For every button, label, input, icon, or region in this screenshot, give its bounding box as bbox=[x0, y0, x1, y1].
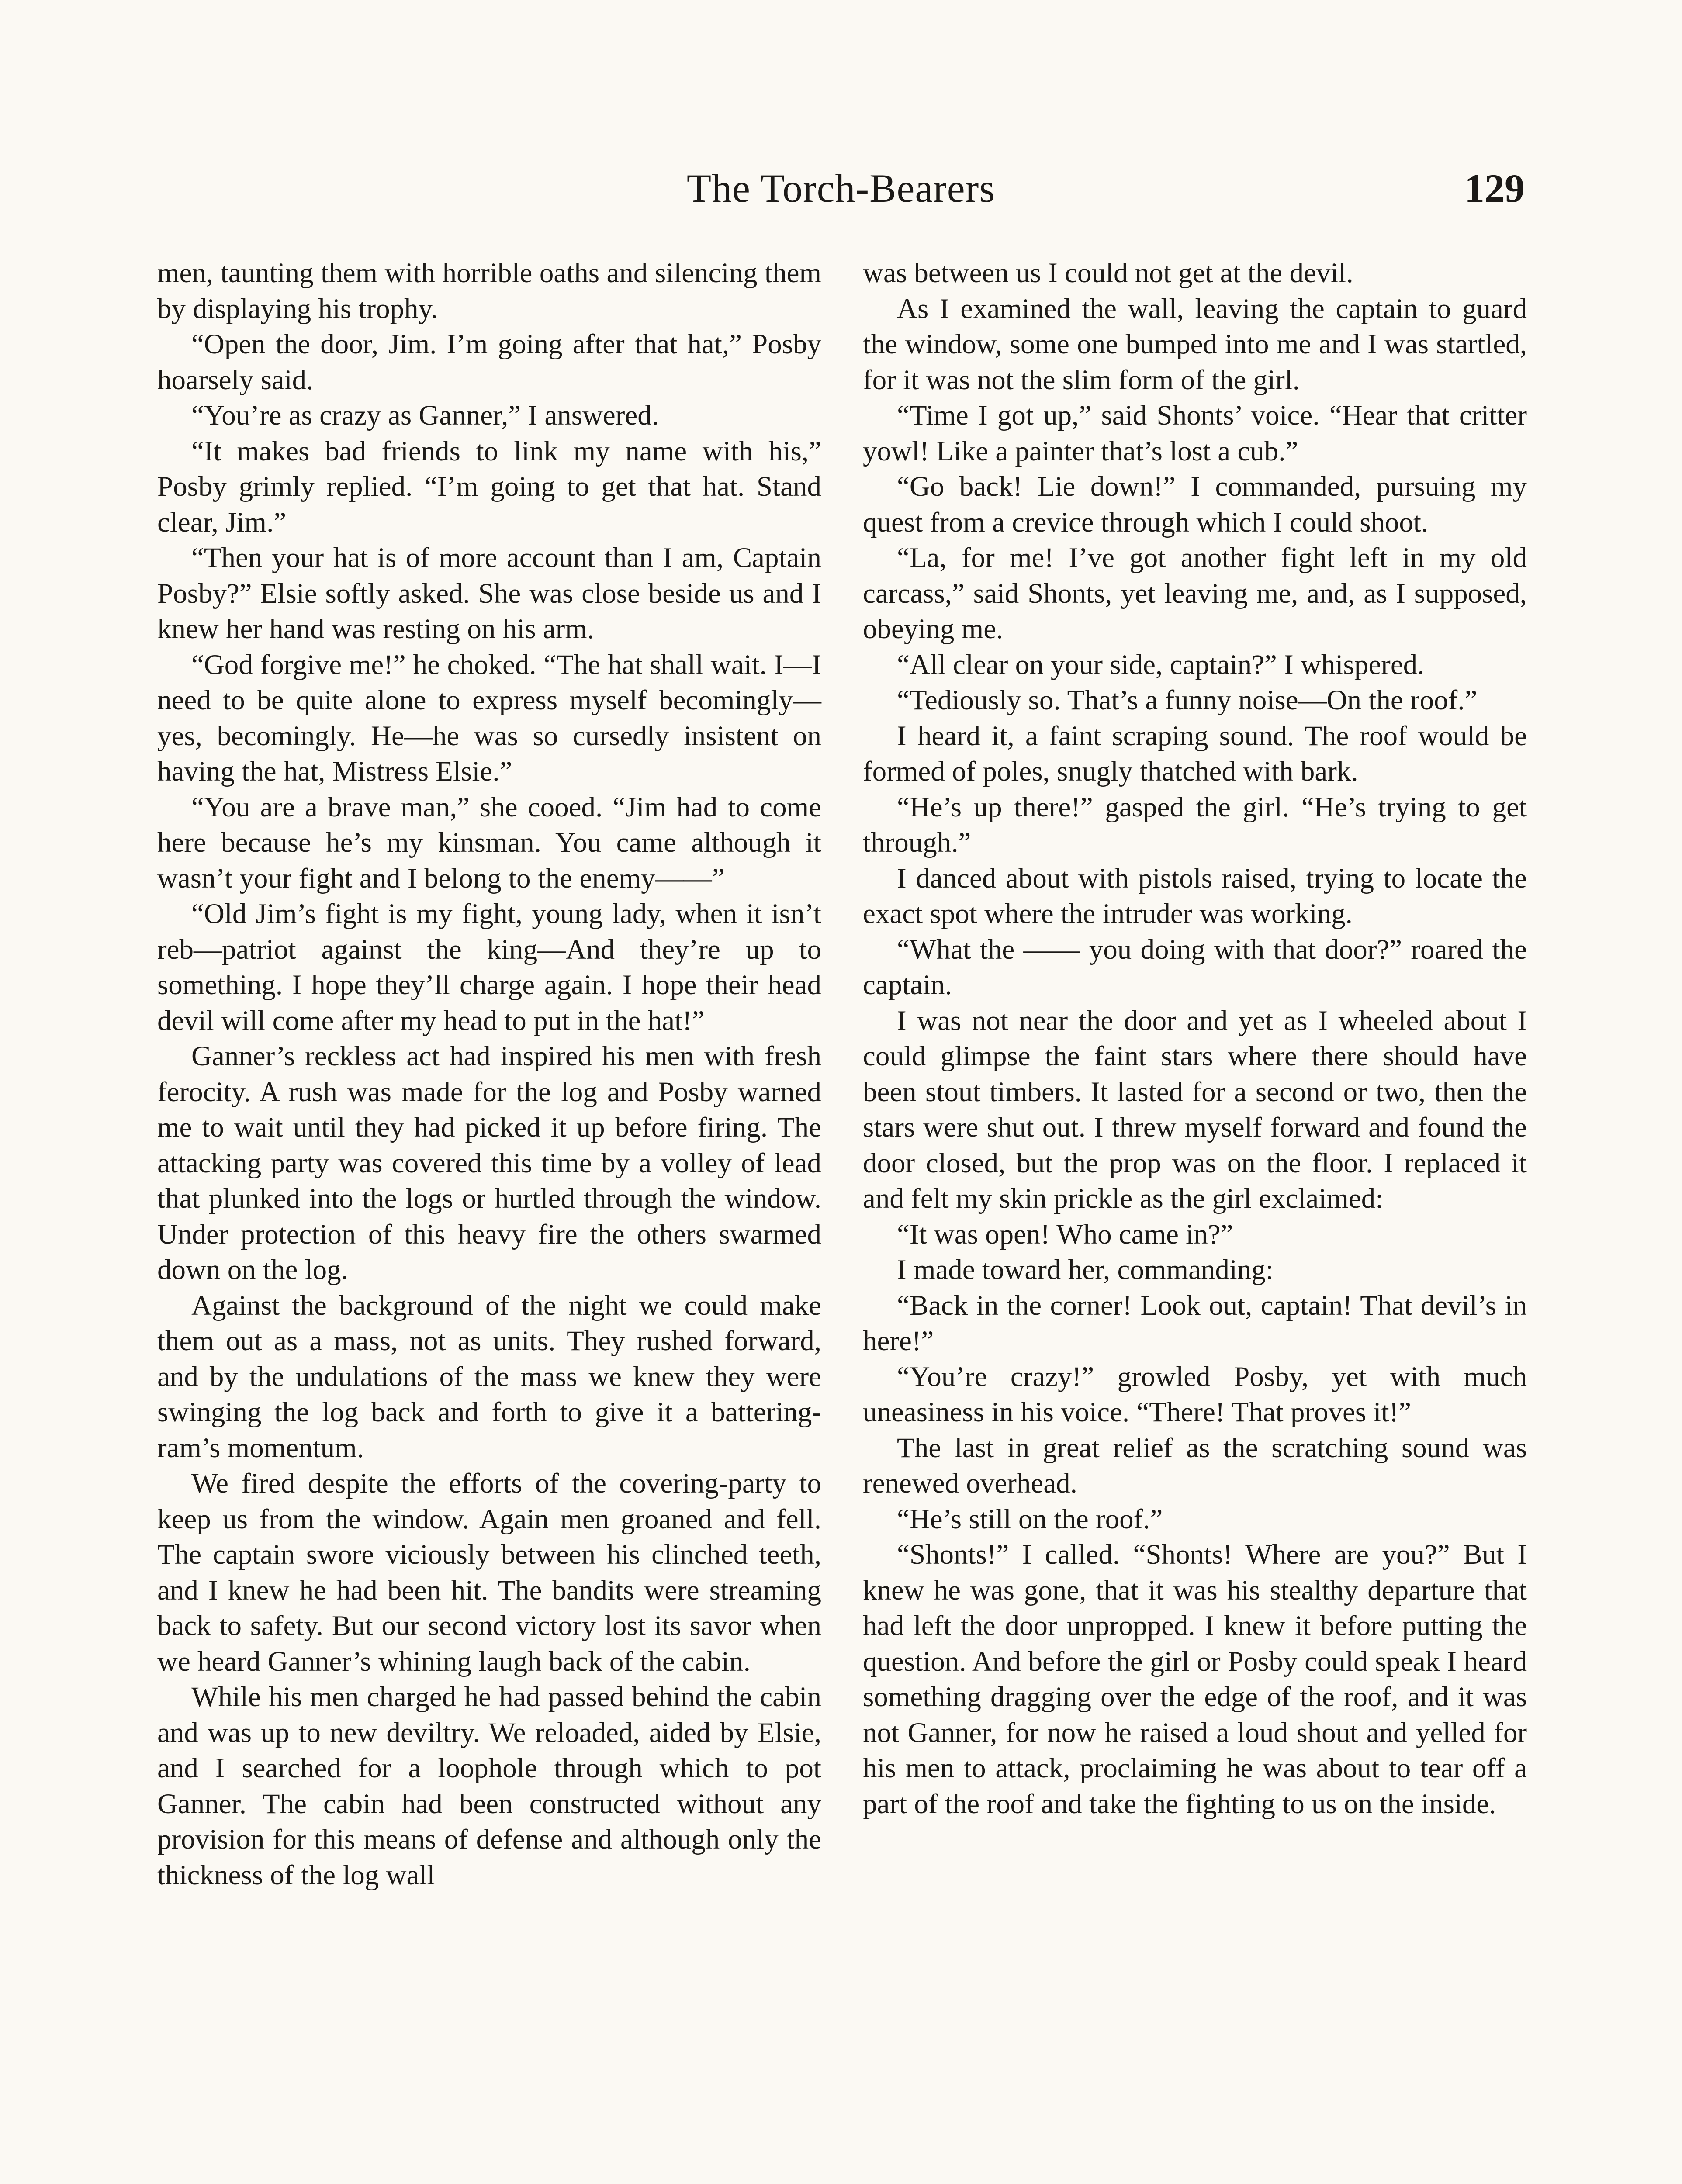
paragraph: “All clear on your side, captain?” I whispered. bbox=[897, 649, 1425, 681]
paragraph: As I examined the wall, leaving the captain to guard the window, some one bumped into me and I was startled, for it was not the slim form of the girl. bbox=[863, 293, 1527, 396]
paragraph: “God forgive me!” he choked. “The hat shall wait. I—I need to be quite alone to express myself becomingly—yes, becomingly. He—he was so cursedly insistent on having the hat, Mistress Elsie.” bbox=[157, 649, 821, 787]
paragraph: The last in great relief as the scratching sound was renewed overhead. bbox=[863, 1432, 1527, 1499]
paragraph: I heard it, a faint scraping sound. The roof would be formed of poles, snugly thatched with bark. bbox=[863, 720, 1527, 787]
paragraph: “It was open! Who came in?” bbox=[897, 1218, 1233, 1250]
paragraph: Against the background of the night we could make them out as a mass, not as units. They rushed forward, and by the undulations of the mass we knew they were swinging the log back and forth to give it a battering-ram’s momentum. bbox=[157, 1289, 821, 1464]
page-number: 129 bbox=[1464, 166, 1525, 211]
page-header bbox=[157, 165, 1525, 218]
paragraph: I made toward her, commanding: bbox=[897, 1254, 1274, 1286]
paragraph: “It makes bad friends to link my name with his,” Posby grimly replied. “I’m going to get that hat. Stand clear, Jim.” bbox=[157, 435, 821, 538]
paragraph: “La, for me! I’ve got another fight left in my old carcass,” said Shonts, yet leaving me, and, as I supposed, obeying me. bbox=[863, 542, 1527, 645]
paragraph: men, taunting them with horrible oaths and silencing them by displaying his trophy. bbox=[157, 257, 821, 325]
paragraph: “Old Jim’s fight is my fight, young lady, when it isn’t reb—patriot against the king—And they’re up to something. I hope they’ll charge again. I hope their head devil will come after my head to put in the hat!” bbox=[157, 898, 821, 1037]
paragraph: “You’re crazy!” growled Posby, yet with much uneasiness in his voice. “There! That proves it!” bbox=[863, 1361, 1527, 1428]
paragraph: “Time I got up,” said Shonts’ voice. “Hear that critter yowl! Like a painter that’s lost a cub.” bbox=[863, 400, 1527, 467]
paragraph: I danced about with pistols raised, trying to locate the exact spot where the intruder was working. bbox=[863, 862, 1527, 930]
paragraph: was between us I could not get at the devil. bbox=[863, 257, 1353, 289]
paragraph: “He’s still on the roof.” bbox=[897, 1503, 1163, 1535]
left-column bbox=[157, 256, 821, 1893]
paragraph: “You are a brave man,” she cooed. “Jim had to come here because he’s my kinsman. You came although it wasn’t your fight and I belong to the enemy——” bbox=[157, 791, 821, 894]
paragraph: “Back in the corner! Look out, captain! That devil’s in here!” bbox=[863, 1289, 1527, 1357]
paragraph: “Open the door, Jim. I’m going after that hat,” Posby hoarsely said. bbox=[157, 328, 821, 396]
paragraph: We fired despite the efforts of the covering-party to keep us from the window. Again men groaned and fell. The captain swore viciously between his clinched teeth, and I knew he had been hit. The bandits were streaming back to safety. But our second victory lost its savor when we heard Ganner’s whining laugh back of the cabin. bbox=[157, 1468, 821, 1677]
paragraph: “Shonts!” I called. “Shonts! Where are you?” But I knew he was gone, that it was his stealthy departure that had left the door unpropped. I knew it before putting the question. And before the girl or Posby could speak I heard something dragging over the edge of the roof, and it was not Ganner, for now he raised a loud shout and yelled for his men to attack, proclaiming he was about to tear off a part of the roof and take the fighting to us on the inside. bbox=[863, 1539, 1527, 1820]
paragraph: I was not near the door and yet as I wheeled about I could glimpse the faint stars where there should have been stout timbers. It lasted for a second or two, then the stars were shut out. I threw myself forward and found the door closed, but the prop was on the floor. I replaced it and felt my skin prickle as the girl exclaimed: bbox=[863, 1005, 1527, 1214]
paragraph: “You’re as crazy as Ganner,” I answered. bbox=[191, 400, 659, 431]
running-title: The Torch-Bearers bbox=[686, 166, 996, 211]
paragraph: “Go back! Lie down!” I commanded, pursuing my quest from a crevice through which I could shoot. bbox=[863, 471, 1527, 538]
paragraph: While his men charged he had passed behind the cabin and was up to new deviltry. We reloaded, aided by Elsie, and I searched for a loophole through which to pot Ganner. The cabin had been constructed without any provision for this means of defense and although only the thickness of the log wall bbox=[157, 1681, 821, 1891]
paragraph: “He’s up there!” gasped the girl. “He’s trying to get through.” bbox=[863, 791, 1527, 858]
paragraph: “Then your hat is of more account than I am, Captain Posby?” Elsie softly asked. She was close beside us and I knew her hand was resting on his arm. bbox=[157, 542, 821, 645]
paragraph: “Tediously so. That’s a funny noise—On the roof.” bbox=[897, 684, 1478, 716]
paragraph: Ganner’s reckless act had inspired his men with fresh ferocity. A rush was made for the log and Posby warned me to wait until they had picked it up before firing. The attacking party was covered this time by a volley of lead that plunked into the logs or hurtled through the window. Under protection of this heavy fire the others swarmed down on the log. bbox=[157, 1040, 821, 1286]
paragraph: “What the —— you doing with that door?” roared the captain. bbox=[863, 933, 1527, 1001]
right-column bbox=[863, 256, 1527, 1822]
